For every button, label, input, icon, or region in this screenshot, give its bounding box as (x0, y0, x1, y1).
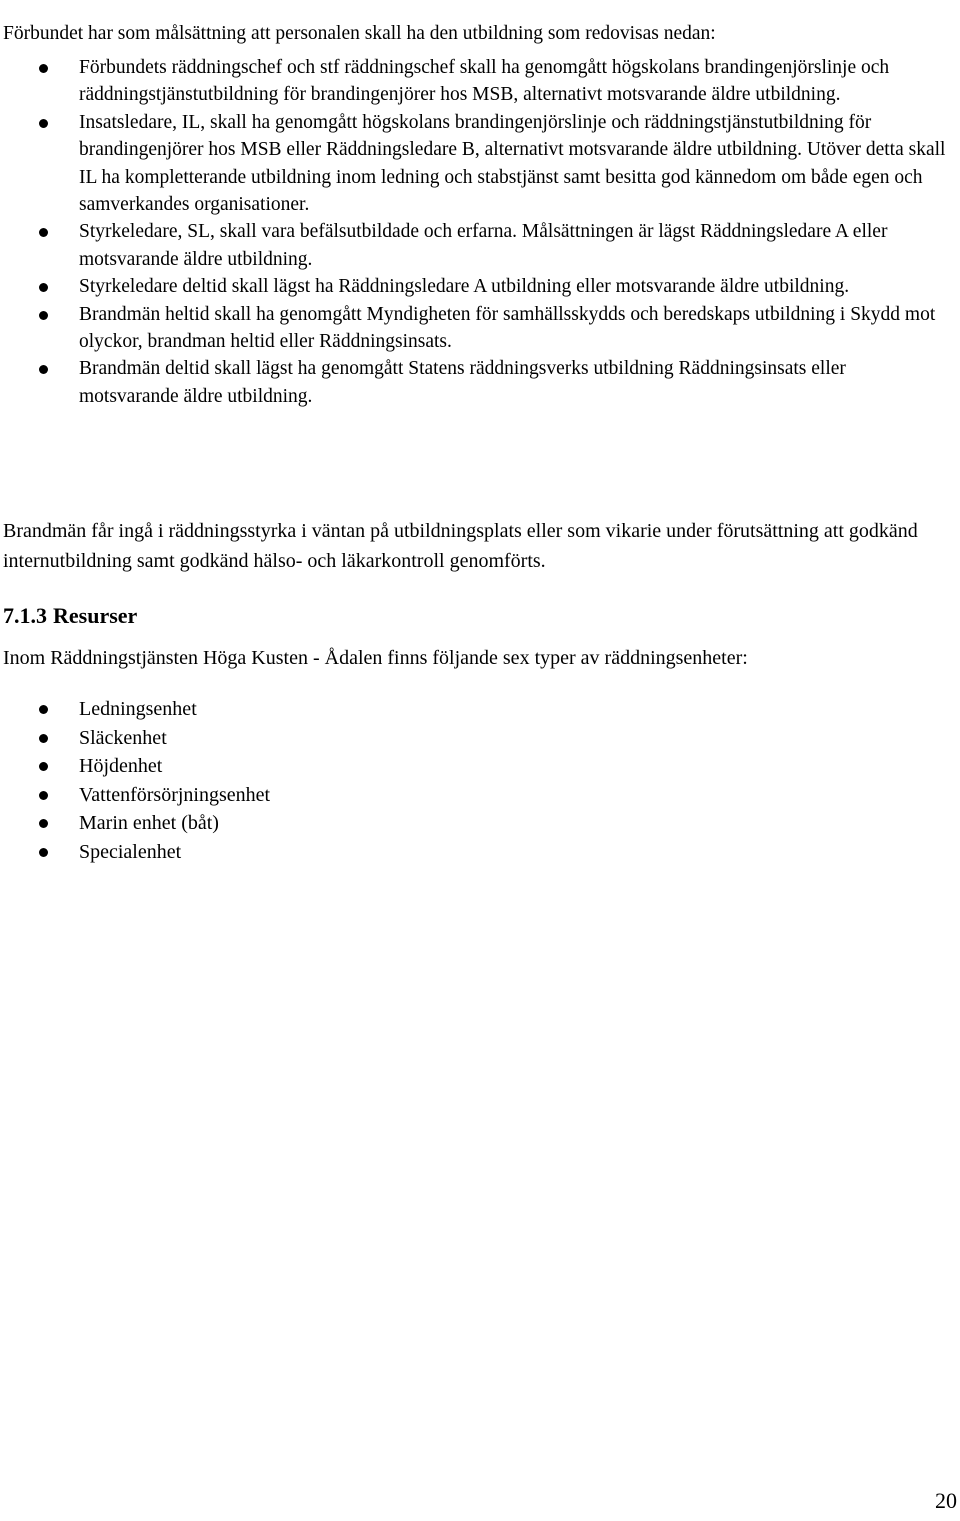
list-item-text: Specialenhet (79, 840, 182, 863)
bullet-icon (39, 119, 48, 128)
education-requirements-list (0, 54, 960, 410)
intro-text: Förbundet har som målsättning att personalen skall ha den utbildning som redovisas nedan: (3, 22, 716, 44)
list-item-text: Vattenförsörjningsenhet (79, 783, 271, 806)
list-item (0, 301, 960, 356)
bullet-icon (39, 311, 48, 320)
list-item-text: Marin enhet (båt) (79, 812, 219, 835)
bullet-icon (39, 283, 48, 292)
list-item (0, 838, 270, 867)
list-item (0, 695, 270, 724)
list-item (0, 781, 270, 810)
list-item (0, 273, 960, 300)
list-item (0, 724, 270, 753)
bullet-icon (39, 819, 48, 828)
list-item-text: Förbundets räddningschef och stf räddningschef skall ha genomgått högskolans brandingenjörslinje och räddningstjänstutbildning för brandingenjörer hos MSB, alternativt motsvarande äldre utbildning. (79, 57, 890, 106)
list-item (0, 218, 960, 273)
list-item-text: Brandmän heltid skall ha genomgått Myndigheten för samhällsskydds och beredskaps utbildning i Skydd mot olyckor, brandman heltid eller Räddningsinsats. (79, 303, 936, 353)
list-item-text: Brandmän deltid skall lägst ha genomgått Statens räddningsverks utbildning Räddningsinsats eller motsvarande äldre utbildning. (79, 358, 846, 407)
section-number: 7.1.3 (3, 603, 47, 628)
bullet-icon (39, 734, 48, 743)
bullet-icon (39, 228, 48, 237)
bullet-icon (39, 365, 48, 374)
rescue-units-list (0, 695, 270, 867)
list-item (0, 752, 270, 781)
list-item (0, 809, 270, 838)
list-item-text: Höjdenhet (79, 755, 163, 778)
section-heading (3, 601, 137, 631)
list-item (0, 109, 960, 219)
bullet-icon (39, 705, 48, 714)
list-item (0, 355, 960, 410)
bullet-icon (39, 791, 48, 800)
list-item-text: Släckenhet (79, 726, 167, 749)
list-item-text: Ledningsenhet (79, 698, 197, 720)
list-item-text: Styrkeledare deltid skall lägst ha Räddningsledare A utbildning eller motsvarande äldre utbildning. (79, 276, 850, 298)
resources-intro-text: Inom Räddningstjänsten Höga Kusten - Ådalen finns följande sex typer av räddningsenheter: (3, 647, 748, 669)
list-item-text: Styrkeledare, SL, skall vara befälsutbildade och erfarna. Målsättningen är lägst Räddningsledare A eller motsvarande äldre utbildning. (79, 221, 888, 270)
bullet-icon (39, 64, 48, 73)
list-item (0, 54, 960, 109)
trainee-paragraph: Brandmän får ingå i räddningsstyrka i väntan på utbildningsplats eller som vikarie under förutsättning att godkänd internutbildning samt godkänd hälso- och läkarkontroll genomförts. (3, 520, 918, 572)
section-title: Resurser (53, 603, 138, 628)
bullet-icon (39, 848, 48, 857)
page-number: 20 (935, 1488, 957, 1513)
bullet-icon (39, 762, 48, 771)
list-item-text: Insatsledare, IL, skall ha genomgått högskolans brandingenjörslinje och räddningstjänstutbildning för brandingenjörer hos MSB eller Räddningsledare B, alternativt motsvarande äldre utbildning. Utöver detta skall IL ha kompletterande utbildning inom ledning och stabstjänst samt besitta god kännedom om både egen och samverkandes organisationer. (79, 111, 946, 216)
